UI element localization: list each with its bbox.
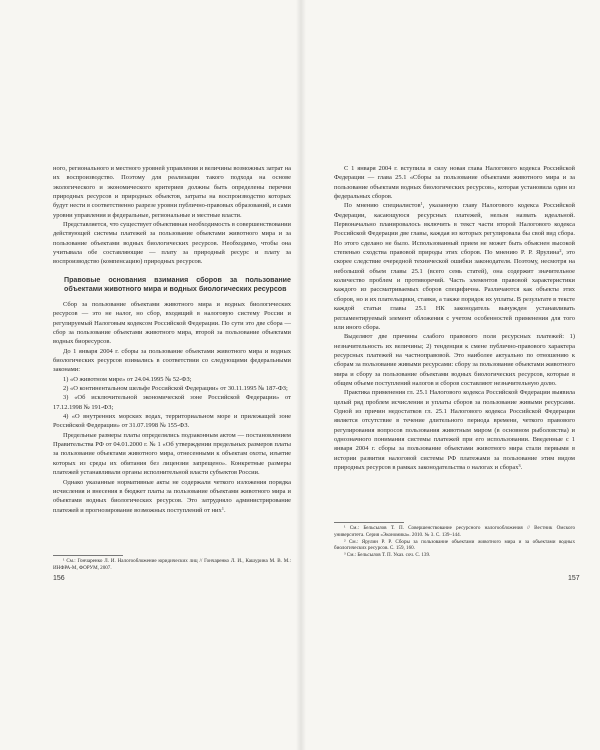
footnote: ¹ См.: Бельсылов Т. П. Совершенствование ресурсного налогообложения // Вестник Омского университета. Серия «Экономика». 2010. № 3. С. 139–144. (334, 525, 575, 538)
right-page-text-column (334, 164, 575, 472)
paragraph-text: , это скорее следствие очередной технической ошибки законодателя. Поэтому, несмотря на небольшой объем главы 25.1 (всего семь статей), она содержит значительное количество проблем и противоречий. Часть элементов правовой характеристики каждого из рассматриваемых сборов специфична. Различаются как объекты этих сборов, но и их плательщики, ставки, а также порядок их уплаты. В результате в тексте каждой статьи главы 25.1 НК законодатель вынужден устанавливать регламентируемый элемент обложения с учетом особенностей применения для того или иного сбора. (334, 249, 575, 331)
list-item: 4) «О внутренних морских водах, территориальном море и прилежащей зоне Российской Федерации» от 31.07.1998 № 155-ФЗ. (53, 413, 291, 430)
paragraph: С 1 января 2004 г. вступила в силу новая глава Налогового кодекса Российской Федерации — глава 25.1 «Сборы за пользование объектами животного мира и за пользование объектами водных биологических ресурсов», которая установила один из федеральных сборов. (334, 165, 575, 201)
page-number: 156 (53, 575, 65, 582)
footnote-ref: 1 (420, 201, 423, 207)
footnote: ² См.: Ярулин Р. Р. Сборы за пользование объектами животного мира и за объектами водных биологических ресурсов. С. 159, 160. (334, 538, 575, 552)
list-item: 3) «Об исключительной экономической зоне Российской Федерации» от 17.12.1998 № 191-ФЗ; (53, 394, 291, 411)
paragraph: Однако указанные нормативные акты не содержали четкого изложения порядка исчисления и внесения в бюджет платы за пользование объектами животного мира и объектами водных биологических ресурсов. Это затрудняло администрирование платежей и прогнозирование возможных поступлений от них$^1$. (53, 478, 291, 514)
footnote: ³ См.: Бельсылов Т. П. Указ. соч. С. 139. (344, 552, 431, 559)
paragraph-text: По мнению специалистов (344, 202, 421, 210)
right-footnotes (334, 522, 575, 559)
paragraph-text: Однако указанные нормативные акты не содержали четкого изложения порядка исчисления и внесения в бюджет платы за пользование объектами животного мира и объектами водных биологических ресурсов. Это затрудняло администрирование платежей и прогнозирование возможных поступлений от них (53, 478, 291, 514)
left-footnotes (53, 555, 291, 572)
footnote-divider (53, 555, 123, 556)
paragraph: Предельные размеры платы определялись подзаконным актом — постановлением Правительства РФ от 04.01.2000 г. № 1 «Об утверждении предельных размеров платы за пользование объектами животного мира, отнесенными к объектам охоты, изъятие которых из среды их обитания без лицензии запрещено». Конкретные размеры платежей устанавливали органы исполнительной власти субъектов России. (53, 431, 291, 477)
footnote-ref: 2 (559, 248, 562, 254)
paragraph: Представляется, что существует объективная необходимость в совершенствовании действующей системы платежей за пользование объектами животного мира и за пользование объектами водных биологических ресурсов. Необходимо, чтобы она учитывала обе составляющие — плату за природный ресурс и плату за воспроизводство (компенсацию) природных ресурсов. (53, 221, 291, 266)
footnote-ref: 3 (518, 463, 521, 468)
paragraph: ного, регионального и местного уровней управления и величины возможных затрат на их воспроизводство. Поэтому для реализации такого подхода на основе экологического и экономического критериев должны быть определены перечни природных ресурсов и природных объектов, затраты на воспроизводство которых будут нести в соответственно разрезе уровни публично-правовых образований, и сами уровни управления и федеральные, региональные и местные власти. (53, 165, 291, 219)
footnote: ¹ См.: Гончаренко Л. И. Налогообложение юридических лиц // Гончаренко Л. И., Кашурина М. В. М.: ИНФРА-М, ФОРУМ, 2007. (53, 558, 291, 571)
list-item: 1) «О животном мире» от 24.04.1995 № 52-ФЗ; (63, 375, 192, 383)
right-page (300, 0, 600, 750)
paragraph-text: , указанную главу Налогового кодекса Российской Федерации, касающуюся ресурсных платежей, нельзя назвать идеальной. Первоначально планировалось включить в текст части второй Налогового кодекса Российской Федерации две главы, каждая из которых регулировала бы свой вид сбора. Но этого сделано не было. Использованный прием не может быть объяснен высокой степенью сходства правовой природы этих сборов. По мнению Р. Р. Ярулина (334, 202, 575, 257)
footnote-divider (334, 522, 404, 523)
paragraph: Сбор за пользование объектами животного мира и водных биологических ресурсов — это не налог, но сбор, входящий в налоговую систему России и регулируемый Налоговым кодексом Российской Федерации. По сути это две сбора — сбор за пользование объектами животного мира, второй за пользование объектами водных биоресурсов. (53, 300, 291, 346)
footnote-ref: 1 (221, 505, 224, 511)
paragraph: Выделяют две причины слабого правового поля ресурсных платежей: 1) незначительность их величины; 2) тенденция к смене публично-правового характера ресурсных платежей на частноправовой. Это наиболее актуально по отношению к сборам за пользование живыми ресурсами: сбору за пользование объектами животного мира и сбору за пользование объектами водных биологических ресурсов, которые в общем объеме поступлений налогов и сборов составляют незначительную долю. (334, 333, 575, 387)
paragraph: Практика применения гл. 25.1 Налогового кодекса Российской Федерации выявила целый ряд проблем исчисления и уплаты сборов за пользование живыми ресурсами. Одной из причин недостатков гл. 25.1 Налогового кодекса Российской Федерации является отсутствие в течение длительного периода времени, четкого правового регулирования вопросов пользования животным миром (в основном рыболовства) и однозначного понимания системы платежей при его использовании. Введенные с 1 января 2004 г. сборы за пользование объектами животного мира стали первыми в истории развития налоговой системы РФ платежами за пользование этим видом природных ресурсов в рамках законодательства о налогах и сборах$^3$. (334, 389, 575, 471)
paragraph: До 1 января 2004 г. сборы за пользование объектами животного мира и водных биологических ресурсов взимались в соответствии со следующими федеральными законами: (53, 347, 291, 374)
list-item: 2) «О континентальном шельфе Российской Федерации» от 30.11.1995 № 187-ФЗ; (63, 385, 288, 393)
page-number: 157 (568, 575, 580, 582)
paragraph-text: Практика применения гл. 25.1 Налогового кодекса Российской Федерации выявила целый ряд проблем исчисления и уплаты сборов за пользование живыми ресурсами. Одной из причин недостатков гл. 25.1 Налогового кодекса Российской Федерации является отсутствие в течение длительного периода времени, четкого правового регулирования вопросов пользования животным миром (в основном рыболовства) и однозначного понимания системы платежей при его использовании. Введенные с 1 января 2004 г. сборы за пользование объектами животного мира стали первыми в истории развития налоговой системы РФ платежами за пользование этим видом природных ресурсов в рамках законодательства о налогах и сборах (334, 389, 575, 471)
paragraph (334, 201, 575, 332)
left-page-text-column (53, 164, 291, 515)
section-heading: Правовые основания взимания сборов за пользование объектами животного мира и водных биологических ресурсов (64, 275, 291, 294)
